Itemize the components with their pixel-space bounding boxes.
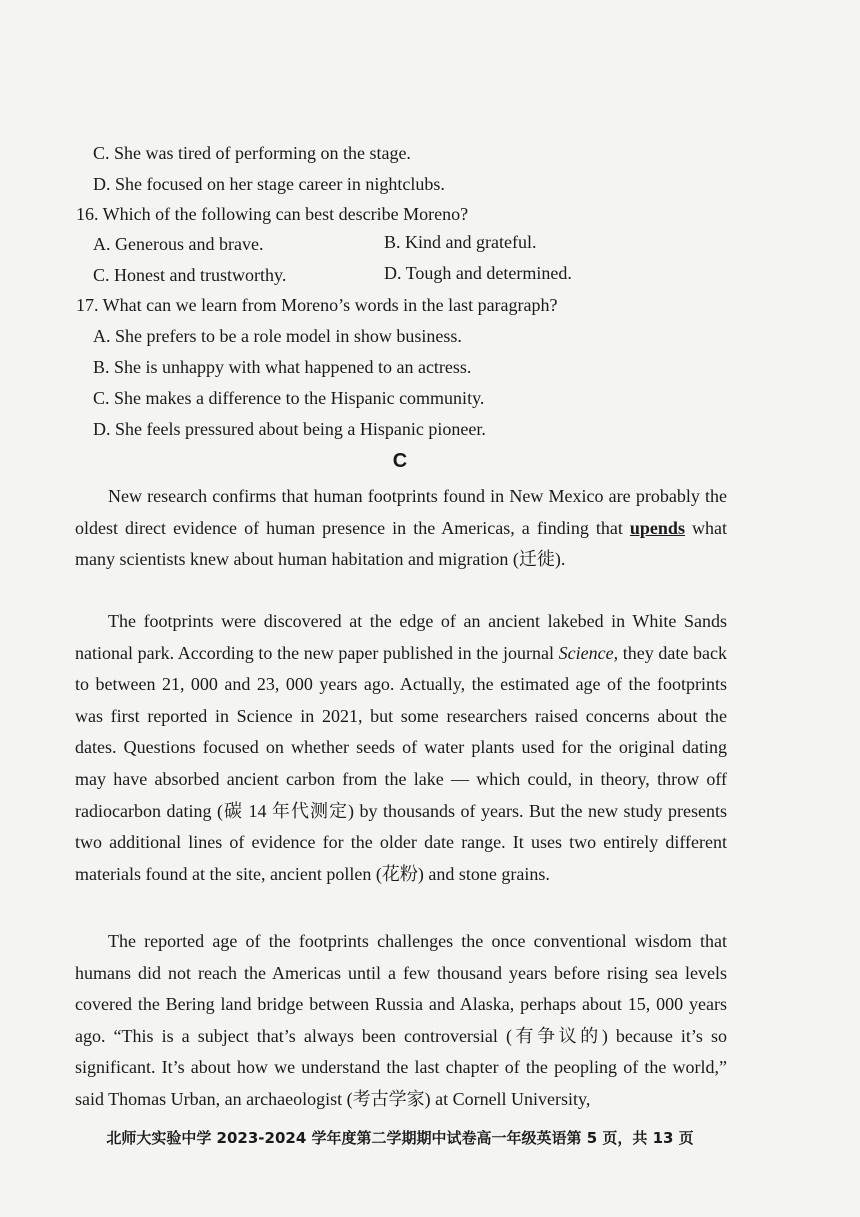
q16-option-a: A. Generous and brave. [93,234,264,254]
paragraph-1 [75,481,727,576]
paragraph-1-text-a: New research confirms that human footprints found in New Mexico are probably the oldest direct evidence of human presence in the Americas, a finding that [75,486,727,538]
section-heading: C [392,450,408,472]
q17-option-a: A. She prefers to be a role model in show business. [93,326,462,346]
q15-option-c: C. She was tired of performing on the stage. [93,143,411,163]
q17-option-c: C. She makes a difference to the Hispanic community. [93,388,485,408]
page-footer: 北师大实验中学 2023-2024 学年度第二学期期中试卷高一年级英语第 5 页，共 13 页 [106,1129,694,1147]
q15-option-d: D. She focused on her stage career in nightclubs. [93,174,445,194]
q16-option-c: C. Honest and trustworthy. [93,265,287,285]
paragraph-2-text-a: The footprints were discovered at the edge of an ancient lakebed in White Sands national park. According to the new paper published in the journal [75,611,727,663]
paragraph-2-text-b: , they date back to between 21, 000 and 23, 000 years ago. Actually, the estimated age of the footprints was first reported in Science in 2021, but some researchers raised concerns about the dates. Questions focused on whether seeds of water plants used for the original dating may have absorbed ancient carbon from the lake — which could, in theory, throw off radiocarbon dating (碳 14 年代测定) by thousands of years. But the new study presents two additional lines of evidence for the older date range. It uses two entirely different materials found at the site, ancient pollen (花粉) and stone grains. [75,642,727,884]
paragraph-2 [75,606,727,890]
q17-option-d: D. She feels pressured about being a Hispanic pioneer. [93,419,486,439]
q16-option-b: B. Kind and grateful. [384,232,537,252]
q17-stem: 17. What can we learn from Moreno’s words in the last paragraph? [76,295,558,315]
vocab-word: upends [629,517,685,538]
paragraph-1-text-b: what many scientists knew about human habitation and migration (迁徙). [75,517,727,570]
journal-name: Science [558,642,614,663]
q16-stem: 16. Which of the following can best describe Moreno? [76,204,469,224]
q17-option-b: B. She is unhappy with what happened to an actress. [93,357,472,377]
q16-option-d: D. Tough and determined. [384,263,572,283]
paragraph-3: The reported age of the footprints challenges the once conventional wisdom that humans did not reach the Americas until a few thousand years before rising sea levels covered the Bering land bridge between Russia and Alaska, perhaps about 15, 000 years ago. “This is a subject that’s always been controversial (有争议的) because it’s so significant. It’s about how we understand the last chapter of the peopling of the world,” said Thomas Urban, an archaeologist (考古学家) at Cornell University, [75,931,727,1109]
